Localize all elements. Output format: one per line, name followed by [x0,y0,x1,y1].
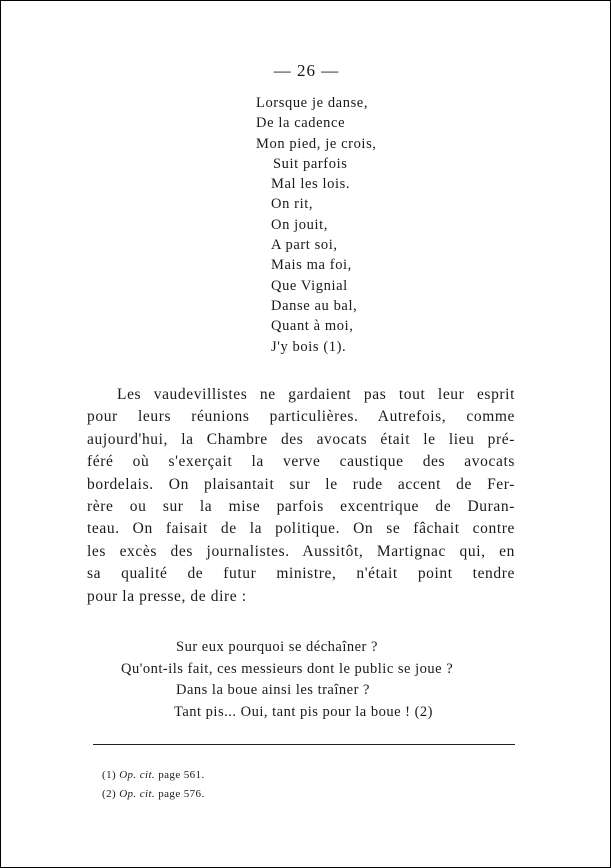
poem-line: A part soi, [271,237,338,254]
prose-line: teau. On faisait de la politique. On se fâchait contre [87,520,515,538]
footnote-page: page 576. [158,788,205,800]
poem-line: Mal les lois. [271,176,351,193]
poem-line: Mais ma foi, [271,257,352,274]
poem-line: Quant à moi, [271,318,354,335]
footnote-divider [93,744,515,745]
footnotes [102,766,205,804]
footnote-reference: Op. cit. [119,788,156,800]
prose-line: rère ou sur la mise parfois excentrique de Duran- [87,498,515,516]
prose-line: pour la presse, de dire : [87,587,247,605]
prose-line: féré où s'exerçait la verve caustique des avocats [87,453,515,471]
prose-paragraph [87,384,515,608]
poem-line: Tant pis... Oui, tant pis pour la boue ! (2) [174,703,433,720]
poem-line: J'y bois (1). [271,338,347,355]
poem-line: Suit parfois [273,155,348,172]
footnote-number: (1) [102,769,117,781]
footnote-page: page 561. [158,769,205,781]
poem-line: Que Vignial [271,277,348,294]
page-number: — 26 — [273,61,340,80]
poem-line: Sur eux pourquoi se déchaîner ? [176,639,378,655]
prose-line: bordelais. On plaisantait sur le rude accent de Fer- [87,475,515,493]
prose-line: pour leurs réunions particulières. Autrefois, comme [87,408,515,426]
prose-line: les excès des journalistes. Aussitôt, Martignac qui, en [87,542,515,560]
prose-line: aujourd'hui, la Chambre des avocats était le lieu pré- [87,430,515,448]
poem-two [121,637,453,723]
footnote [102,766,205,785]
footnote-reference: Op. cit. [119,769,156,781]
poem-line: Qu'ont-ils fait, ces messieurs dont le public se joue ? [121,660,454,677]
footnote-number: (2) [102,788,117,800]
poem-line: Lorsque je danse, [256,95,369,111]
prose-line: Les vaudevillistes ne gardaient pas tout leur esprit [117,386,515,403]
poem-line: Danse au bal, [271,297,358,314]
footnote [102,785,205,804]
poem-one [256,93,377,357]
poem-line: On jouit, [271,216,328,233]
poem-line: De la cadence [256,115,346,132]
poem-line: Mon pied, je crois, [256,135,377,152]
poem-line: On rit, [271,196,314,213]
prose-line: sa qualité de futur ministre, n'était point tendre [87,565,515,583]
poem-line: Dans la boue ainsi les traîner ? [176,682,370,698]
